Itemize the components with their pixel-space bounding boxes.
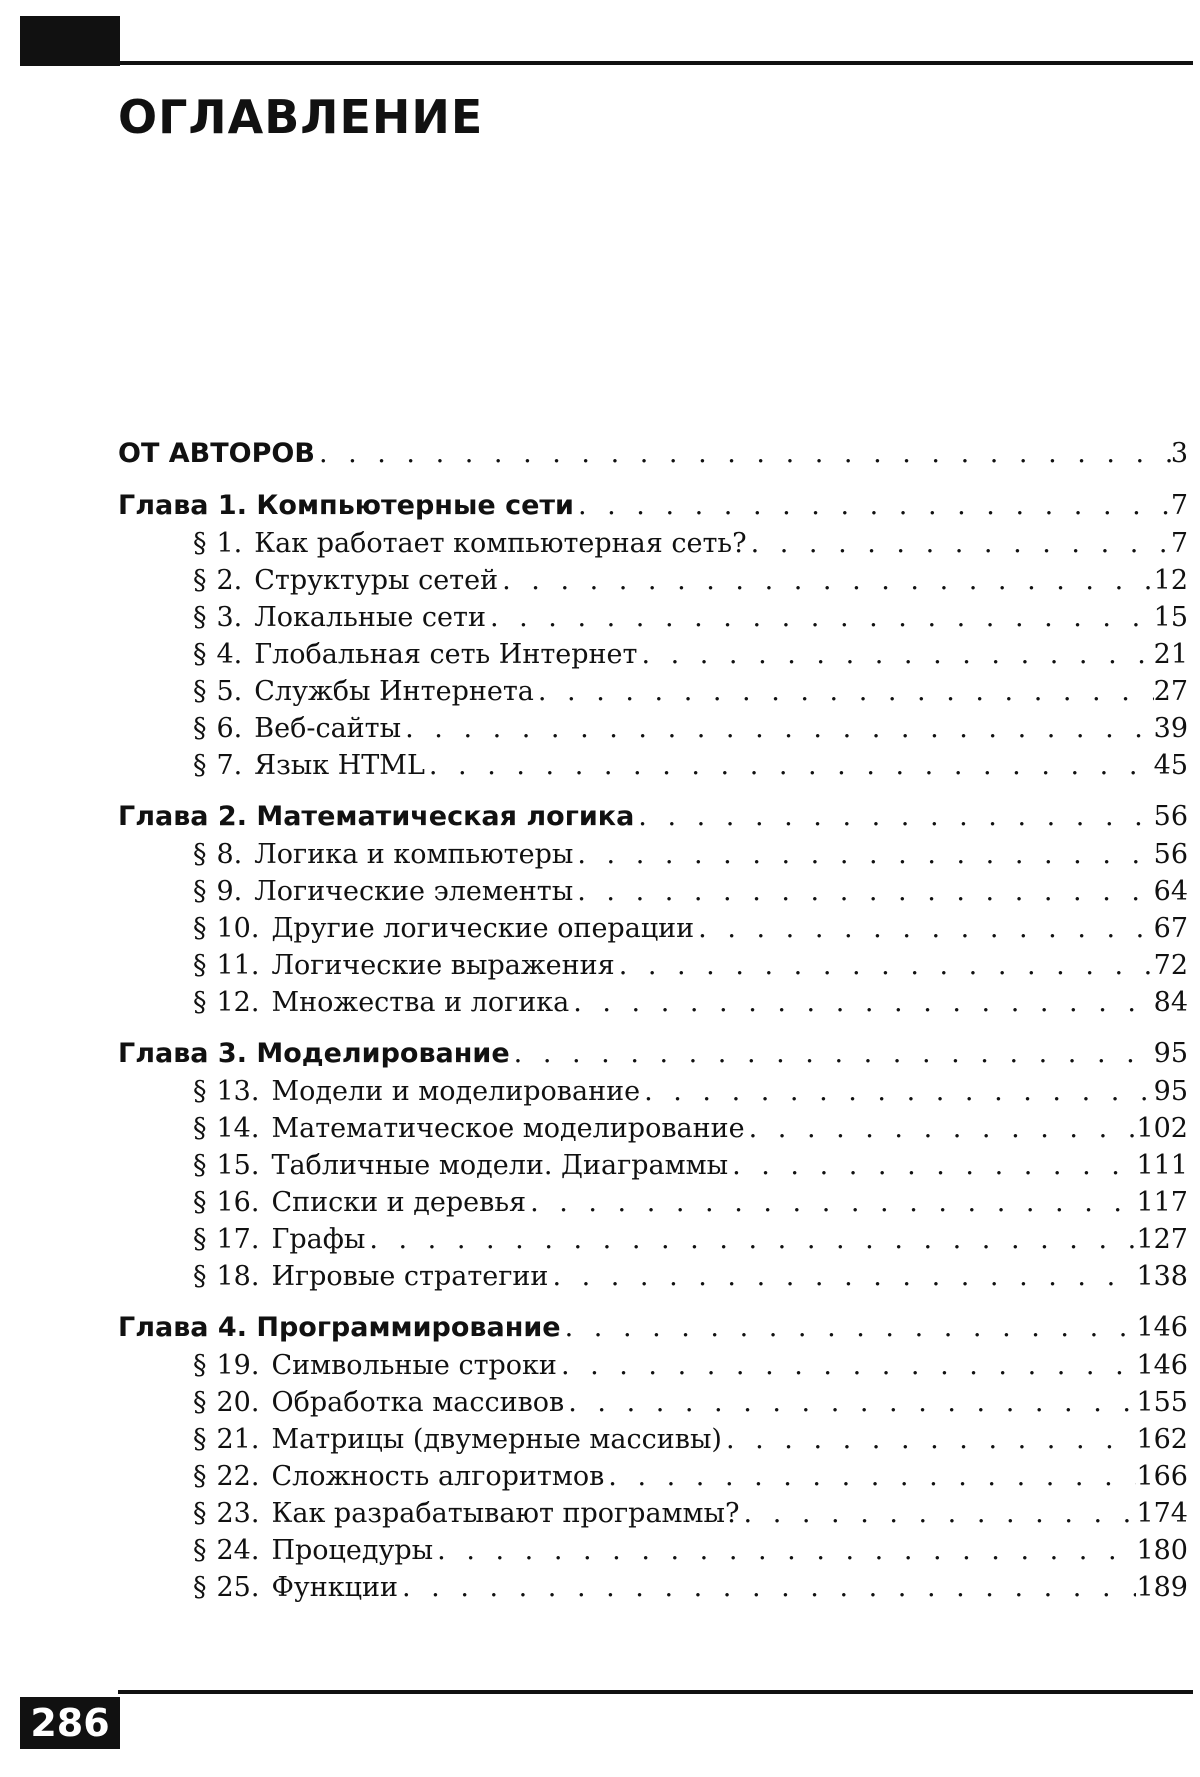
section-sign: § <box>193 602 207 633</box>
section-title: Язык HTML <box>254 750 425 781</box>
page-title: ОГЛАВЛЕНИЕ <box>118 90 484 144</box>
dot-leader <box>433 1535 1136 1566</box>
toc-page-number: 72 <box>1153 950 1188 981</box>
dot-leader <box>315 438 1171 469</box>
section-title: Множества и логика <box>271 987 570 1018</box>
toc-page-number: 174 <box>1136 1498 1188 1529</box>
footer-rule <box>118 1690 1193 1694</box>
section-title: Веб-сайты <box>254 713 402 744</box>
section-number: 4. <box>216 639 243 670</box>
toc-page-number: 180 <box>1136 1535 1188 1566</box>
dot-leader <box>548 1261 1136 1292</box>
section-number: 18. <box>216 1261 260 1292</box>
dot-leader <box>722 1424 1136 1455</box>
section-title: Другие логические операции <box>271 913 695 944</box>
toc-page-number: 12 <box>1153 565 1188 596</box>
toc-section[interactable] <box>118 1350 1188 1387</box>
toc-section[interactable] <box>118 565 1188 602</box>
section-number: 5. <box>216 676 243 707</box>
dot-leader <box>604 1461 1136 1492</box>
section-number: 24. <box>216 1535 260 1566</box>
toc-section[interactable] <box>118 528 1188 565</box>
section-title: Функции <box>271 1572 398 1603</box>
toc-entry-authors[interactable] <box>118 438 1188 476</box>
section-number: 17. <box>216 1224 260 1255</box>
section-number: 9. <box>216 876 243 907</box>
dot-leader <box>637 639 1153 670</box>
toc-page-number: 21 <box>1153 639 1188 670</box>
toc-chapter-1[interactable] <box>118 490 1188 528</box>
toc-page-number: 7 <box>1170 528 1188 559</box>
section-title: Логические элементы <box>254 876 574 907</box>
toc-section[interactable] <box>118 1224 1188 1261</box>
section-number: 22. <box>216 1461 260 1492</box>
section-sign: § <box>193 676 207 707</box>
dot-leader <box>534 676 1154 707</box>
toc-section[interactable] <box>118 676 1188 713</box>
section-sign: § <box>193 913 207 944</box>
toc-chapter-4[interactable] <box>118 1312 1188 1350</box>
dot-leader <box>526 1187 1136 1218</box>
toc-section[interactable] <box>118 987 1188 1024</box>
dot-leader <box>557 1350 1137 1381</box>
toc-page-number: 39 <box>1153 713 1188 744</box>
chapter-label: Глава 3. Моделирование <box>118 1038 510 1069</box>
dot-leader <box>569 987 1153 1018</box>
section-title: Сложность алгоритмов <box>271 1461 605 1492</box>
section-title: Глобальная сеть Интернет <box>254 639 638 670</box>
toc-page-number: 162 <box>1136 1424 1188 1455</box>
dot-leader <box>401 713 1154 744</box>
toc-section[interactable] <box>118 750 1188 787</box>
section-title: Обработка массивов <box>271 1387 565 1418</box>
section-number: 1. <box>216 528 243 559</box>
page-number: 286 <box>20 1697 120 1749</box>
section-sign: § <box>193 1261 207 1292</box>
dot-leader <box>398 1572 1136 1603</box>
dot-leader <box>486 602 1154 633</box>
chapter-label: Глава 2. Математическая логика <box>118 801 635 832</box>
section-sign: § <box>193 839 207 870</box>
section-title: Табличные модели. Диаграммы <box>271 1150 729 1181</box>
toc-section[interactable] <box>118 1387 1188 1424</box>
dot-leader <box>574 490 1171 521</box>
toc-section[interactable] <box>118 1498 1188 1535</box>
section-sign: § <box>193 713 207 744</box>
toc-page-number: 117 <box>1136 1187 1188 1218</box>
section-number: 14. <box>216 1113 260 1144</box>
section-title: Локальные сети <box>254 602 486 633</box>
section-sign: § <box>193 1187 207 1218</box>
dot-leader <box>561 1312 1137 1343</box>
toc-section[interactable] <box>118 1076 1188 1113</box>
toc-section[interactable] <box>118 1187 1188 1224</box>
section-sign: § <box>193 1424 207 1455</box>
section-number: 15. <box>216 1150 260 1181</box>
section-number: 3. <box>216 602 243 633</box>
section-title: Логика и компьютеры <box>254 839 574 870</box>
dot-leader <box>728 1150 1136 1181</box>
table-of-contents <box>118 438 1188 1609</box>
dot-leader <box>573 876 1153 907</box>
toc-chapter-3[interactable] <box>118 1038 1188 1076</box>
toc-page-number: 166 <box>1136 1461 1188 1492</box>
toc-section[interactable] <box>118 1535 1188 1572</box>
toc-section[interactable] <box>118 913 1188 950</box>
chapter-label: Глава 4. Программирование <box>118 1312 561 1343</box>
toc-page-number: 95 <box>1153 1076 1188 1107</box>
toc-page-number: 56 <box>1153 839 1188 870</box>
dot-leader <box>694 913 1153 944</box>
toc-page-number: 45 <box>1153 750 1188 781</box>
section-title: Процедуры <box>271 1535 434 1566</box>
toc-page-number: 7 <box>1170 490 1188 521</box>
toc-section[interactable] <box>118 1572 1188 1609</box>
dot-leader <box>573 839 1153 870</box>
dot-leader <box>747 528 1171 559</box>
toc-page-number: 146 <box>1136 1350 1188 1381</box>
section-sign: § <box>193 1535 207 1566</box>
toc-page-number: 15 <box>1153 602 1188 633</box>
toc-section[interactable] <box>118 639 1188 676</box>
toc-page-number: 67 <box>1153 913 1188 944</box>
toc-section[interactable] <box>118 839 1188 876</box>
toc-section[interactable] <box>118 1261 1188 1298</box>
toc-page-number: 127 <box>1136 1224 1188 1255</box>
toc-entry-label: ОТ АВТОРОВ <box>118 438 315 469</box>
section-title: Логические выражения <box>271 950 615 981</box>
section-number: 23. <box>216 1498 260 1529</box>
toc-section[interactable] <box>118 950 1188 987</box>
toc-page-number: 111 <box>1136 1150 1188 1181</box>
section-number: 13. <box>216 1076 260 1107</box>
section-sign: § <box>193 876 207 907</box>
section-title: Графы <box>271 1224 366 1255</box>
section-sign: § <box>193 1150 207 1181</box>
section-number: 21. <box>216 1424 260 1455</box>
section-number: 20. <box>216 1387 260 1418</box>
section-sign: § <box>193 528 207 559</box>
header-block <box>20 16 120 66</box>
toc-page-number: 102 <box>1136 1113 1188 1144</box>
section-sign: § <box>193 1461 207 1492</box>
toc-page-number: 64 <box>1153 876 1188 907</box>
dot-leader <box>365 1224 1136 1255</box>
header-rule <box>20 61 1193 65</box>
toc-section[interactable] <box>118 1150 1188 1187</box>
section-number: 10. <box>216 913 260 944</box>
dot-leader <box>510 1038 1154 1069</box>
toc-page-number: 56 <box>1153 801 1188 832</box>
toc-page-number: 84 <box>1153 987 1188 1018</box>
toc-page-number: 95 <box>1153 1038 1188 1069</box>
section-number: 19. <box>216 1350 260 1381</box>
section-number: 16. <box>216 1187 260 1218</box>
section-sign: § <box>193 639 207 670</box>
section-number: 6. <box>216 713 243 744</box>
toc-chapter-2[interactable] <box>118 801 1188 839</box>
dot-leader <box>740 1498 1137 1529</box>
chapter-label: Глава 1. Компьютерные сети <box>118 490 574 521</box>
section-sign: § <box>193 1572 207 1603</box>
section-sign: § <box>193 565 207 596</box>
dot-leader <box>745 1113 1137 1144</box>
dot-leader <box>615 950 1154 981</box>
section-sign: § <box>193 1224 207 1255</box>
section-title: Символьные строки <box>271 1350 557 1381</box>
section-number: 25. <box>216 1572 260 1603</box>
section-sign: § <box>193 750 207 781</box>
dot-leader <box>498 565 1154 596</box>
toc-page-number: 189 <box>1136 1572 1188 1603</box>
section-sign: § <box>193 1350 207 1381</box>
section-title: Как разрабатывают программы? <box>271 1498 740 1529</box>
toc-page-number: 138 <box>1136 1261 1188 1292</box>
section-sign: § <box>193 1498 207 1529</box>
dot-leader <box>564 1387 1136 1418</box>
section-number: 7. <box>216 750 243 781</box>
section-sign: § <box>193 1387 207 1418</box>
toc-section[interactable] <box>118 1461 1188 1498</box>
toc-section[interactable] <box>118 713 1188 750</box>
section-sign: § <box>193 950 207 981</box>
section-number: 2. <box>216 565 243 596</box>
section-title: Структуры сетей <box>254 565 499 596</box>
section-title: Службы Интернета <box>254 676 534 707</box>
section-title: Математическое моделирование <box>271 1113 745 1144</box>
section-sign: § <box>193 1076 207 1107</box>
section-title: Списки и деревья <box>271 1187 527 1218</box>
section-sign: § <box>193 1113 207 1144</box>
section-number: 11. <box>216 950 260 981</box>
toc-section[interactable] <box>118 1424 1188 1461</box>
section-number: 12. <box>216 987 260 1018</box>
toc-section[interactable] <box>118 876 1188 913</box>
dot-leader <box>634 801 1153 832</box>
section-title: Как работает компьютерная сеть? <box>254 528 747 559</box>
toc-page-number: 27 <box>1153 676 1188 707</box>
dot-leader <box>425 750 1154 781</box>
toc-page-number: 3 <box>1170 438 1188 469</box>
section-number: 8. <box>216 839 243 870</box>
section-title: Модели и моделирование <box>271 1076 641 1107</box>
toc-page-number: 146 <box>1136 1312 1188 1343</box>
section-sign: § <box>193 987 207 1018</box>
toc-page-number: 155 <box>1136 1387 1188 1418</box>
toc-section[interactable] <box>118 602 1188 639</box>
dot-leader <box>640 1076 1154 1107</box>
toc-section[interactable] <box>118 1113 1188 1150</box>
section-title: Игровые стратегии <box>271 1261 549 1292</box>
section-title: Матрицы (двумерные массивы) <box>271 1424 722 1455</box>
